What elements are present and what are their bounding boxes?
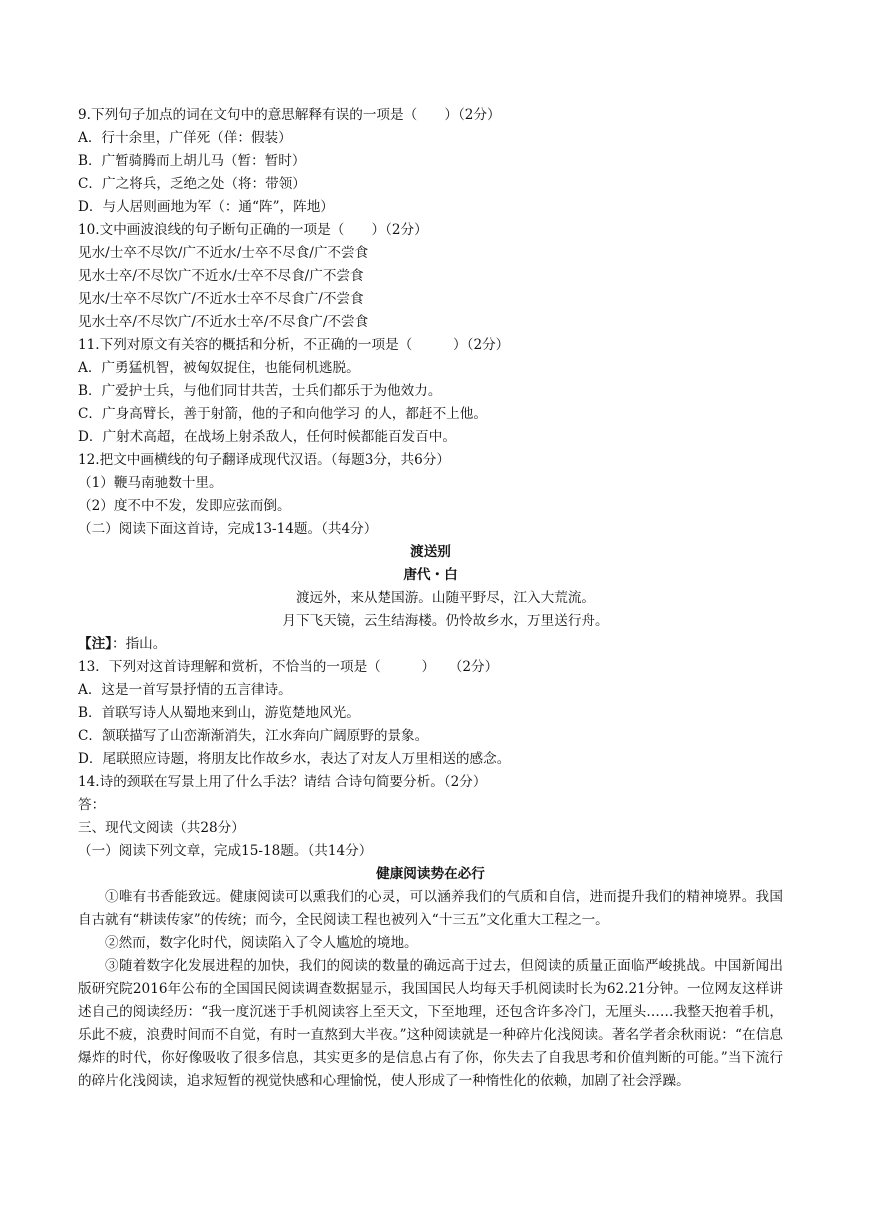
poem-title: 渡送别 bbox=[410, 544, 451, 560]
question-11-option-c: C．广身高臂长，善于射箭，他的子和向他学习 的人，都赶不上他。 bbox=[78, 406, 487, 422]
question-13-option-c: C．颔联描写了山峦渐渐消失，江水奔向广阔原野的景象。 bbox=[78, 728, 429, 744]
question-11-option-b: B．广爱护士兵，与他们同甘共苦，士兵们都乐于为他效力。 bbox=[78, 383, 442, 399]
poem-note-text: ：指山。 bbox=[111, 636, 167, 652]
question-10-option-2: 见水士卒/不尽饮广不近水/士卒不尽食/广不尝食 bbox=[78, 268, 364, 284]
question-13-option-d: D．尾联照应诗题，将朋友比作故乡水，表达了对友人万里相送的感念。 bbox=[78, 751, 511, 767]
question-11-stem: 11.下列对原文有关容的概括和分析，不正确的一项是（ ）（2分） bbox=[78, 337, 510, 353]
article-paragraph-3: ③随着数字化发展进程的加快，我们的阅读的数量的确远高于过去，但阅读的质量正面临严峻挑战。中国新闻出版研究院2016年公布的全国国民阅读调查数据显示，我国国民人均每天手机阅读时长为62.21分钟。一位网友这样讲述自己的阅读经历：“我一度沉迷于手机阅读容上至天文，下至地理，还包含许多冷门，无厘头……我整天抱着手机，乐此不疲，浪费时间而不自觉，有时一直熬到大半夜。”这种阅读就是一种碎片化浅阅读。著名学者余秋雨说：“在信息爆炸的时代，你好像吸收了很多信息，其实更多的是信息占有了你，你失去了自我思考和价值判断的可能。”当下流行的碎片化浅阅读，追求短暂的视觉快感和心理愉悦，使人形成了一种惰性化的依赖，加剧了社会浮躁。 bbox=[78, 958, 783, 1089]
question-9-stem: 9.下列句子加点的词在文句中的意思解释有误的一项是（ ）（2分） bbox=[78, 107, 501, 123]
poem-line-2: 月下飞天镜，云生结海楼。仍怜故乡水，万里送行舟。 bbox=[282, 613, 609, 629]
poem-line-1: 渡远外，来从楚国游。山随平野尽，江入大荒流。 bbox=[295, 590, 596, 606]
question-10-option-4: 见水士卒/不尽饮广/不近水士卒/不尽食广/不尝食 bbox=[78, 314, 369, 330]
question-12-item-1: （1）鞭马南驰数十里。 bbox=[78, 475, 223, 491]
question-13-stem: 13．下列对这首诗理解和赏析，不恰当的一项是（ ） （2分） bbox=[78, 659, 499, 675]
poem-author: 唐代・白 bbox=[403, 567, 458, 583]
article-paragraph-1: ①唯有书香能致远。健康阅读可以熏我们的心灵，可以涵养我们的气质和自信，进而提升我们的精神境界。我国自古就有“耕读传家”的传统；而今，全民阅读工程也被列入“十三五”文化重大工程之一。 bbox=[78, 889, 783, 928]
question-9-option-d: D．与人居则画地为军（：通“阵”，阵地） bbox=[78, 199, 334, 215]
question-14-stem: 14.诗的颈联在写景上用了什么手法？请结 合诗句简要分析。（2分） bbox=[78, 774, 487, 790]
question-13-option-b: B．首联写诗人从蜀地来到山，游览楚地风光。 bbox=[78, 705, 360, 721]
question-10-option-3: 见水/士卒不尽饮广/不近水士卒不尽食广/不尝食 bbox=[78, 291, 364, 307]
section-2-intro: （二）阅读下面这首诗，完成13-14题。（共4分） bbox=[78, 521, 378, 537]
question-14-answer-label: 答： bbox=[78, 797, 106, 813]
question-11-option-d: D．广射术高超，在战场上射杀敌人，任何时候都能百发百中。 bbox=[78, 429, 456, 445]
question-13-option-a: A．这是一首写景抒情的五言律诗。 bbox=[78, 682, 292, 698]
question-9-option-c: C．广之将兵，乏绝之处（将：带领） bbox=[78, 176, 306, 192]
question-9-option-b: B．广暂骑腾而上胡儿马（暂：暂时） bbox=[78, 153, 306, 169]
poem-note bbox=[78, 633, 783, 656]
poem-note-label: 【注】 bbox=[78, 636, 112, 652]
question-10-stem: 10.文中画波浪线的句子断句正确的一项是（ ）（2分） bbox=[78, 222, 428, 238]
question-12-stem: 12.把文中画横线的句子翻译成现代汉语。（每题3分，共6分） bbox=[78, 452, 450, 468]
section-3-intro: （一）阅读下列文章，完成15-18题。（共14分） bbox=[78, 843, 373, 859]
article-paragraph-2: ②然而，数字化时代，阅读陷入了令人尴尬的境地。 bbox=[105, 935, 418, 951]
article-title: 健康阅读势在必行 bbox=[376, 866, 485, 882]
section-3-heading: 三、现代文阅读（共28分） bbox=[78, 820, 245, 836]
question-9-option-a: A．行十余里，广佯死（佯：假装） bbox=[78, 130, 292, 146]
question-12-item-2: （2）度不中不发，发即应弦而倒。 bbox=[78, 498, 291, 514]
question-11-option-a: A．广勇猛机智，被匈奴捉住，也能伺机逃脱。 bbox=[78, 360, 360, 376]
question-10-option-1: 见水/士卒不尽饮/广不近水/士卒不尽食/广不尝食 bbox=[78, 245, 369, 261]
